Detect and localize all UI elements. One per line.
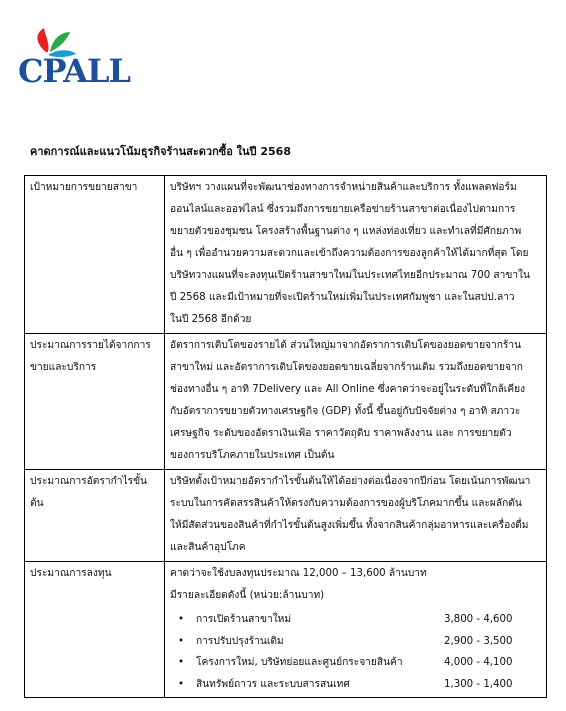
list-item: • การปรับปรุงร้านเดิม 2,900 - 3,500 <box>196 631 542 653</box>
row-label: ประมาณการอัตรากำไรขั้นต้น <box>25 470 165 562</box>
list-item: • โครงการใหม่, บริษัทย่อยและศูนย์กระจายสินค้า 4,000 - 4,100 <box>196 652 542 674</box>
table-row <box>25 562 547 698</box>
row-content: คาดว่าจะใช้งบลงทุนประมาณ 12,000 – 13,600 ล้านบาท มีรายละเอียดดังนี้ (หน่วย:ล้านบาท) • การเปิดร้านสาขาใหม่ 3,800 - 4,600 • การปรับปรุงร้านเดิม 2,900 - 3,500 • โครงการใหม่, บริษัทย่อยและศูนย์กระจายสินค้า 4,000 - 4,100 • สินทรัพย์ถาวร และระบบสารสนเทศ 1,300 - 1,400 <box>165 562 547 698</box>
logo-wordmark: CPALL <box>18 52 131 90</box>
row-label: ประมาณการรายได้จากการ ขายและบริการ <box>25 334 165 470</box>
row-label: เป้าหมายการขยายสาขา <box>25 176 165 334</box>
row-content: บริษัทฯ วางแผนที่จะพัฒนาช่องทางการจำหน่ายสินค้าและบริการ ทั้งแพลตฟอร์ม ออนไลน์และออฟไลน์ ซึ่งรวมถึงการขยายเครือข่ายร้านสาขาต่อเนื่องไปตามการ ขยายตัวของชุมชน โครงสร้างพื้นฐานต่าง ๆ แหล่งท่องเที่ยว และทำเลที่มีศักยภาพ อื่น ๆ เพื่ออำนวยความสะดวกและเข้าถึงความต้องการของลูกค้าให้ได้มากที่สุด โดย บริษัทวางแผนที่จะลงทุนเปิดร้านสาขาใหม่ในประเทศไทยอีกประมาณ 700 สาขาใน ปี 2568 และมีเป้าหมายที่จะเปิดร้านใหม่เพิ่มในประเทศกัมพูชา และในสปป.ลาว ในปี 2568 อีกด้วย <box>165 176 547 334</box>
table-row <box>25 470 547 562</box>
row-content: อัตราการเติบโตของรายได้ ส่วนใหญ่มาจากอัตราการเติบโตของยอดขายจากร้าน สาขาใหม่ และอัตราการเติบโตของยอดขายเฉลี่ยจากร้านเดิม รวมถึงยอดขายจาก ช่องทางอื่น ๆ อาทิ 7Delivery และ All Online ซึ่งคาดว่าจะอยู่ในระดับที่ใกล้เคียง กับอัตราการขยายตัวทางเศรษฐกิจ (GDP) ทั้งนี้ ขึ้นอยู่กับปัจจัยต่าง ๆ อาทิ สภาวะ เศรษฐกิจ ระดับของอัตราเงินเฟ้อ ราคาวัตถุดิบ ราคาพลังงาน และ การขยายตัว ของการบริโภคภายในประเทศ เป็นต้น <box>165 334 547 470</box>
list-item: • สินทรัพย์ถาวร และระบบสารสนเทศ 1,300 - 1,400 <box>196 674 542 696</box>
investment-list <box>170 609 542 695</box>
page-heading: คาดการณ์และแนวโน้มธุรกิจร้านสะดวกซื้อ ในปี 2568 <box>30 145 291 158</box>
table-row <box>25 176 547 334</box>
list-item: • การเปิดร้านสาขาใหม่ 3,800 - 4,600 <box>196 609 542 631</box>
table-row <box>25 334 547 470</box>
row-label: ประมาณการลงทุน <box>25 562 165 698</box>
row-content: บริษัทตั้งเป้าหมายอัตรากำไรขั้นต้นให้ได้อย่างต่อเนื่องจากปีก่อน โดยเน้นการพัฒนา ระบบในการคัดสรรสินค้าให้ตรงกับความต้องการของผู้บริโภคมากขึ้น และผลักดัน ให้มีสัดส่วนของสินค้าที่กำไรขั้นต้นสูงเพิ่มขึ้น ทั้งจากสินค้ากลุ่มอาหารและเครื่องดื่ม และสินค้าอุปโภค <box>165 470 547 562</box>
forecast-table <box>24 175 547 698</box>
